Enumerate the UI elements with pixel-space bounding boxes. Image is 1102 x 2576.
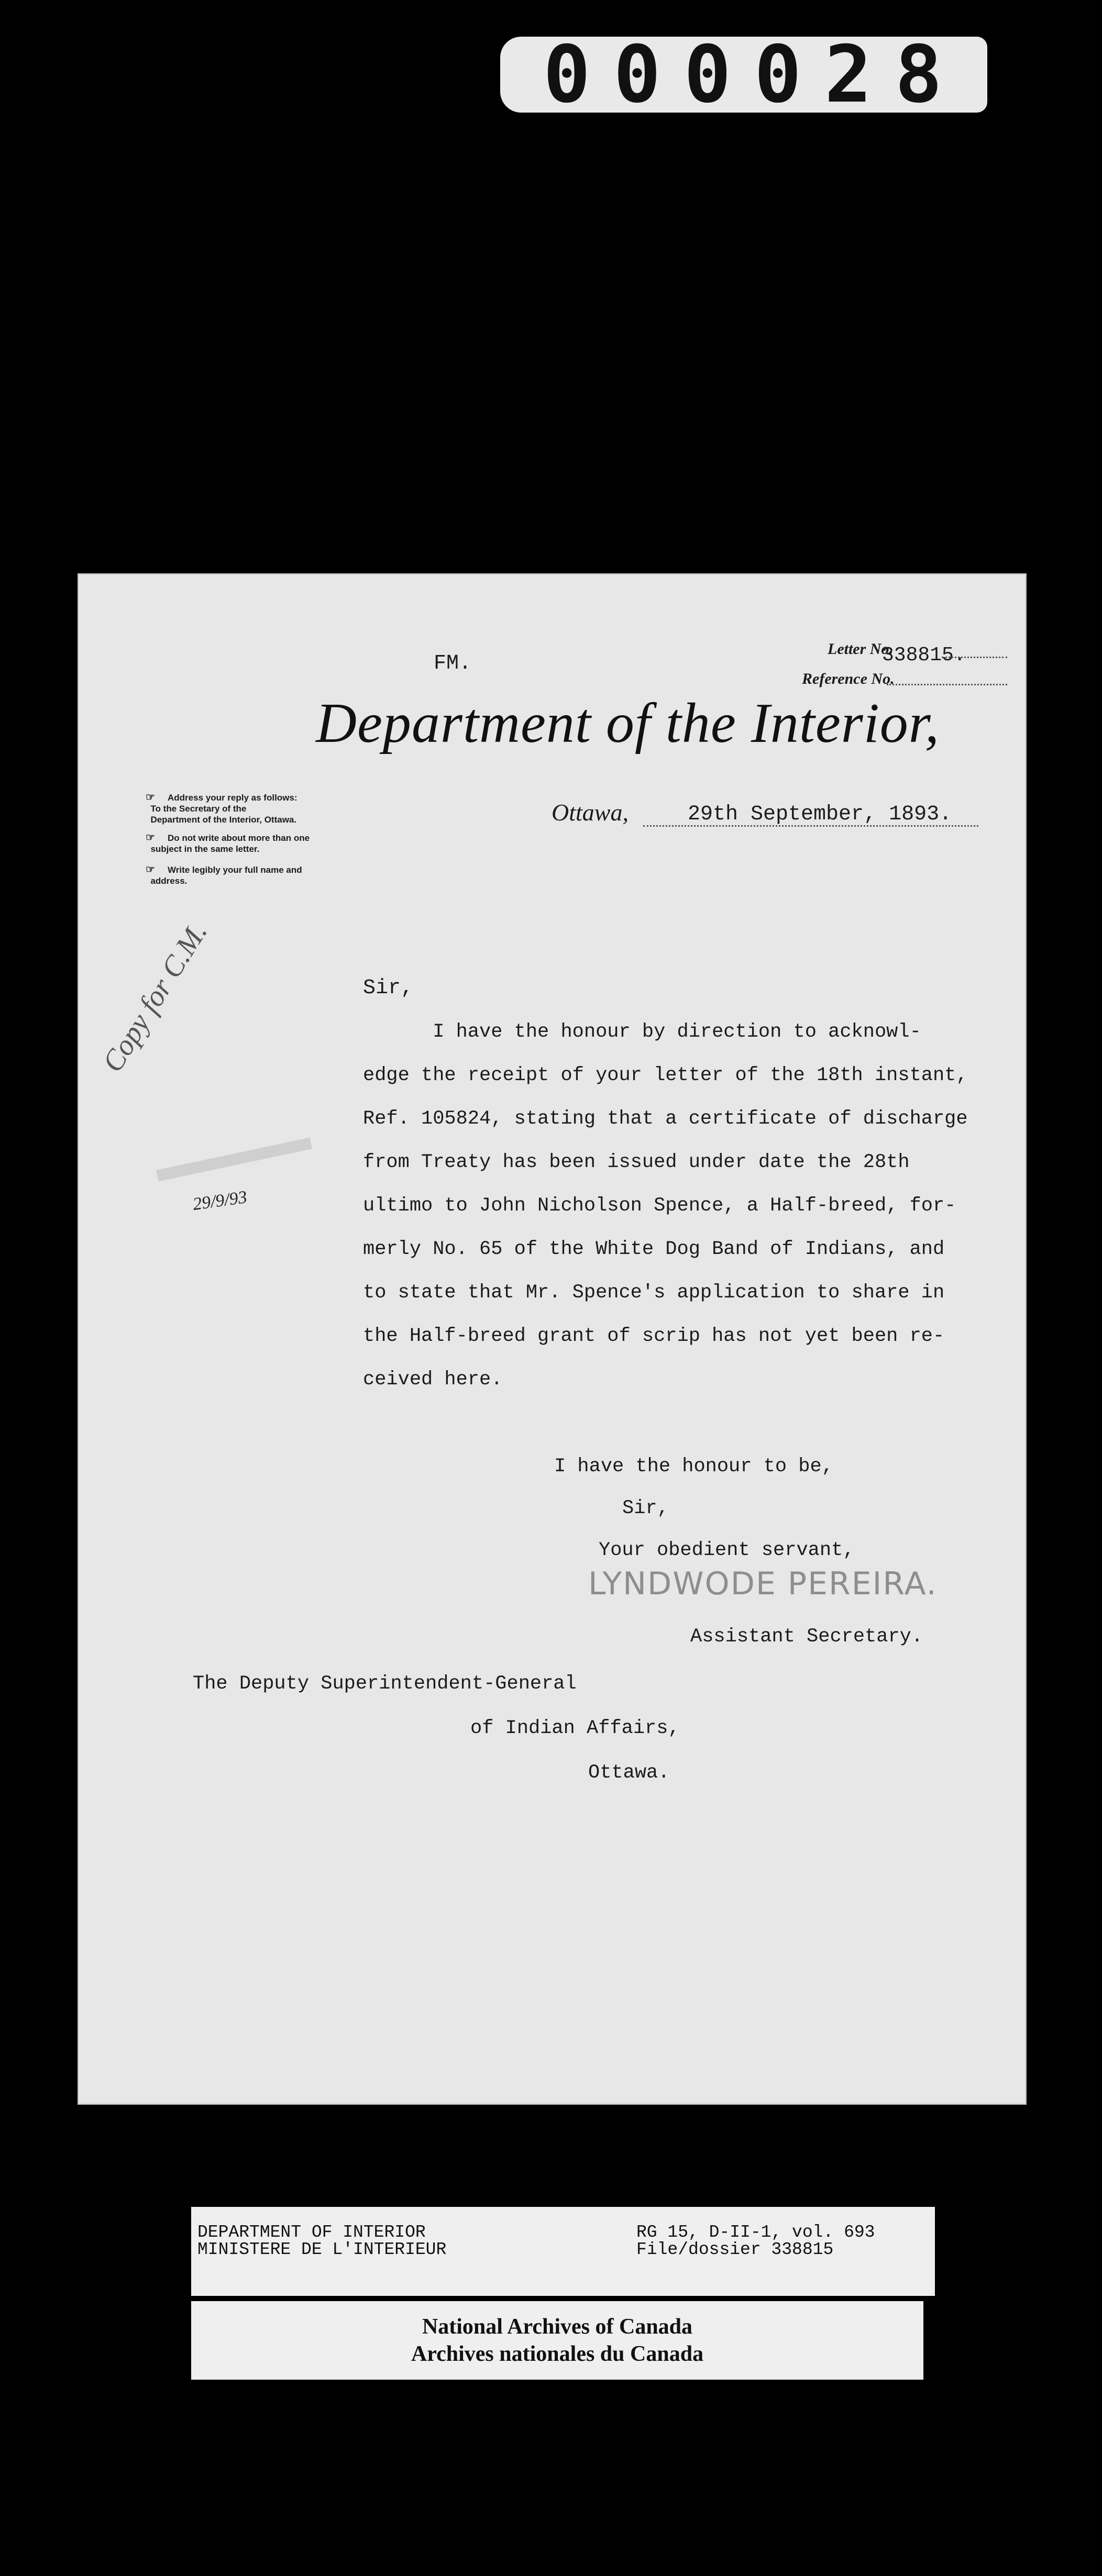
body-line: merly No. 65 of the White Dog Band of Indians, and — [363, 1238, 945, 1260]
institution-name-fr: Archives nationales du Canada — [411, 2342, 704, 2366]
body-line: I have the honour by direction to acknowl- — [363, 1021, 921, 1043]
closing-line: Your obedient servant, — [599, 1539, 855, 1561]
department-title: Department of the Interior, — [316, 692, 940, 754]
margin-note: Copy for C.M. — [96, 917, 214, 1078]
body-line: ceived here. — [363, 1369, 503, 1391]
pointing-hand-icon: ☞ — [146, 792, 155, 803]
addressee-line: of Indian Affairs, — [470, 1717, 680, 1739]
body-line: the Half-breed grant of scrip has not yet been re- — [363, 1325, 945, 1347]
body-line: edge the receipt of your letter of the 18th instant, — [363, 1064, 968, 1086]
letter-date: 29th September, 1893. — [688, 803, 952, 826]
margin-date: 29/9/93 — [191, 1187, 248, 1215]
instruction-1: ☞ Address your reply as follows: To the Secretary of the Department of the Interior, Ottawa. — [146, 792, 297, 825]
letter-no-label: Letter No. — [828, 640, 893, 658]
pointing-hand-icon: ☞ — [146, 864, 155, 875]
addressee-line: The Deputy Superintendent-General — [193, 1673, 577, 1695]
letter-no-dots — [942, 656, 1007, 658]
closing-line: I have the honour to be, — [554, 1456, 833, 1478]
institution-name-en: National Archives of Canada — [422, 2315, 693, 2339]
signatory-title: Assistant Secretary. — [690, 1626, 923, 1648]
archive-file-reference: RG 15, D-II-1, vol. 693 File/dossier 338815 — [636, 2223, 875, 2259]
place-label: Ottawa, — [552, 799, 629, 826]
body-line: Ref. 105824, stating that a certificate of discharge — [363, 1108, 968, 1130]
letter-page — [78, 573, 1027, 2105]
archive-reference-label — [191, 2207, 935, 2296]
signature-stamp: LYNDWODE PEREIRA. — [588, 1565, 938, 1602]
instruction-3: ☞ Write legibly your full name and address. — [146, 864, 302, 886]
letter-no-value: 338815. — [882, 644, 966, 667]
frame-number: 000028 — [500, 37, 987, 113]
archive-department: DEPARTMENT OF INTERIOR MINISTERE DE L'INTERIEUR — [197, 2223, 447, 2259]
closing-line: Sir, — [622, 1497, 669, 1519]
body-line: ultimo to John Nicholson Spence, a Half-breed, for- — [363, 1195, 956, 1217]
reference-no-dots — [887, 683, 1007, 685]
body-line: to state that Mr. Spence's application to share in — [363, 1282, 945, 1304]
instruction-2: ☞ Do not write about more than one subject in the same letter. — [146, 832, 310, 854]
archive-institution-label — [191, 2301, 923, 2380]
salutation: Sir, — [363, 976, 414, 1000]
addressee-line: Ottawa. — [588, 1762, 670, 1784]
pointing-hand-icon: ☞ — [146, 832, 155, 843]
margin-stamp-mark — [156, 1138, 312, 1182]
reference-no-label: Reference No. — [802, 670, 895, 687]
body-line: from Treaty has been issued under date the 28th — [363, 1151, 910, 1173]
initials: FM. — [434, 652, 472, 675]
